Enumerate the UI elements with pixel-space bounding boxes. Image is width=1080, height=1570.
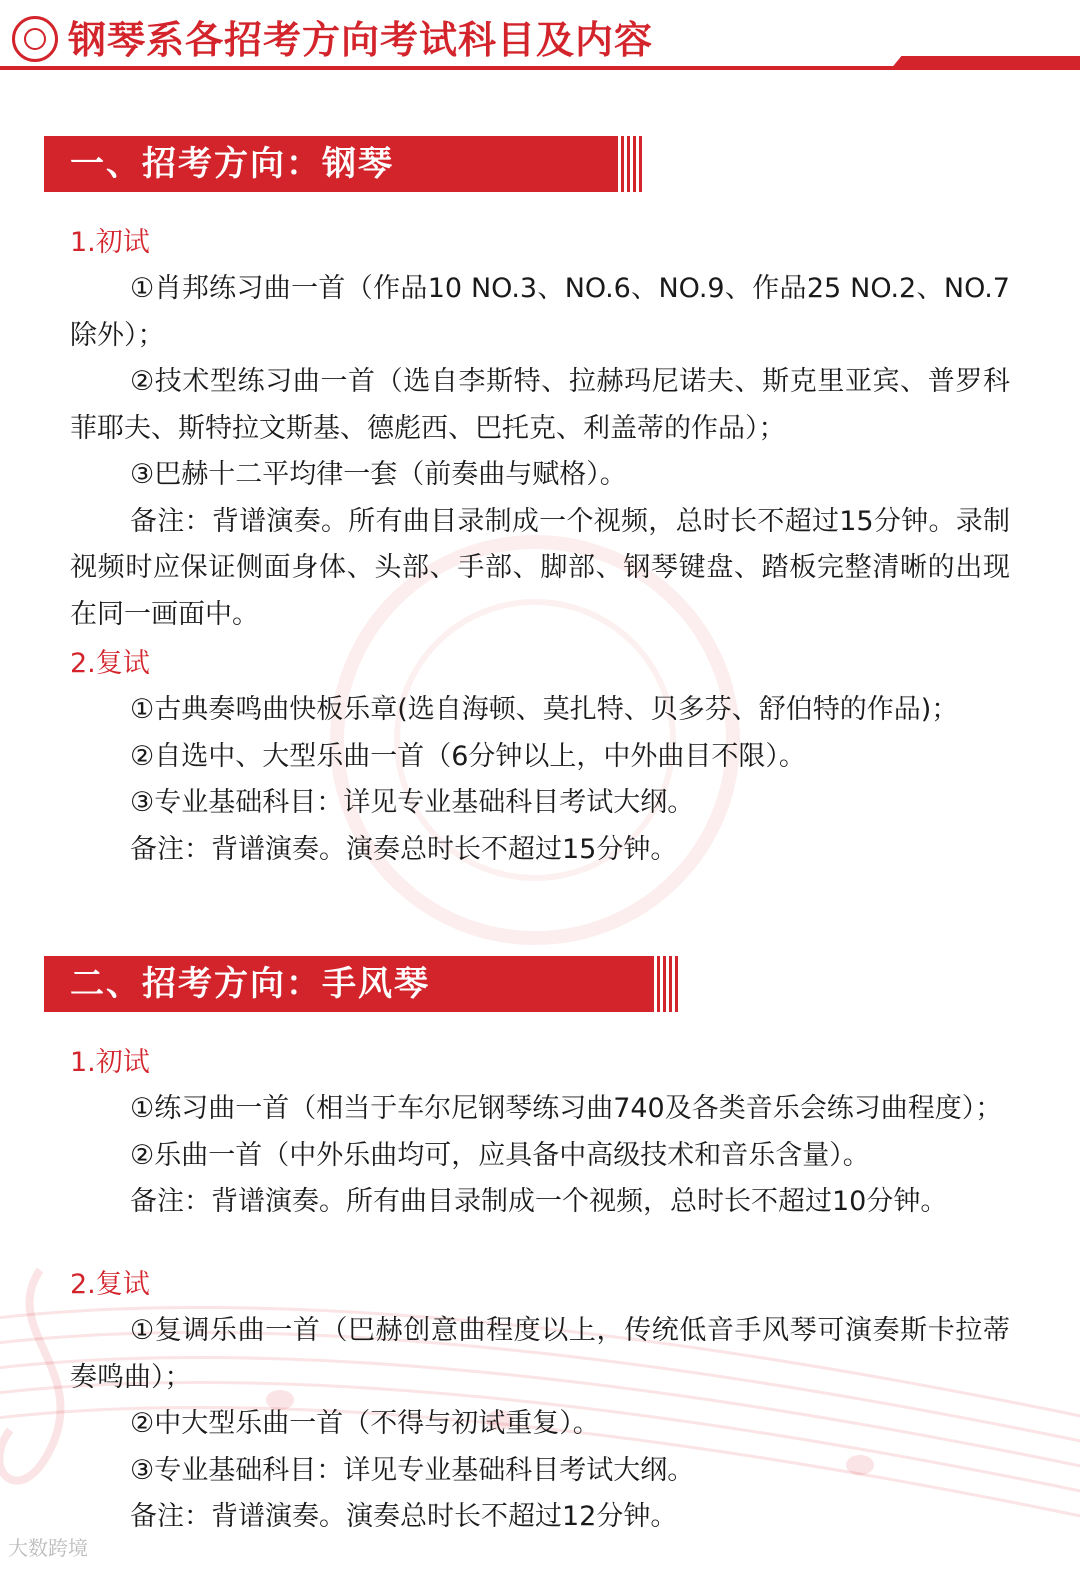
- page-title: 钢琴系各招考方向考试科目及内容: [68, 17, 654, 62]
- note-paragraph: 备注：背谱演奏。所有曲目录制成一个视频，总时长不超过15分钟。录制视频时应保证侧面身体、头部、手部、脚部、钢琴键盘、踏板完整清晰的出现在同一画面中。: [70, 505, 1010, 630]
- banner-stripes-decoration: [654, 956, 678, 1012]
- sub-heading-retest: 2.复试: [70, 648, 150, 679]
- section-banner-piano: [44, 136, 642, 192]
- footer-watermark: 大数跨境: [8, 1536, 88, 1560]
- note-paragraph: 备注：背谱演奏。所有曲目录制成一个视频，总时长不超过10分钟。: [130, 1186, 948, 1217]
- piano-preliminary-block: [70, 220, 1010, 638]
- paragraph: ②乐曲一首（中外乐曲均可，应具备中高级技术和音乐含量）。: [130, 1139, 870, 1171]
- sub-heading-preliminary: 1.初试: [70, 1047, 150, 1078]
- section-banner-text: 一、招考方向：钢琴: [70, 144, 394, 184]
- paragraph: ③专业基础科目：详见专业基础科目考试大纲。: [130, 1454, 695, 1486]
- accordion-preliminary-block: [70, 1040, 1010, 1226]
- sub-heading-retest: 2.复试: [70, 1269, 150, 1300]
- paragraph: ②技术型练习曲一首（选自李斯特、拉赫玛尼诺夫、斯克里亚宾、普罗科菲耶夫、斯特拉文斯基、德彪西、巴托克、利盖蒂的作品）；: [70, 366, 1010, 444]
- sub-heading-preliminary: 1.初试: [70, 227, 150, 258]
- paragraph: ②中大型乐曲一首（不得与初试重复）。: [130, 1408, 600, 1439]
- paragraph: ①复调乐曲一首（巴赫创意曲程度以上，传统低音手风琴可演奏斯卡拉蒂奏鸣曲）；: [70, 1315, 1010, 1393]
- paragraph: ①肖邦练习曲一首（作品10 NO.3、NO.6、NO.9、作品25 NO.2、NO.7除外）；: [70, 273, 1010, 351]
- paragraph: ③巴赫十二平均律一套（前奏曲与赋格）。: [130, 459, 627, 490]
- school-logo-icon: [12, 16, 58, 62]
- banner-stripes-decoration: [618, 136, 642, 192]
- paragraph: ①练习曲一首（相当于车尔尼钢琴练习曲740及各类音乐会练习曲程度）；: [130, 1093, 1003, 1124]
- paragraph: ①古典奏鸣曲快板乐章(选自海顿、莫扎特、贝多芬、舒伯特的作品)；: [130, 694, 959, 725]
- accordion-retest-block: [70, 1262, 1010, 1541]
- paragraph: ②自选中、大型乐曲一首（6分钟以上，中外曲目不限）。: [130, 740, 806, 772]
- note-paragraph: 备注：背谱演奏。演奏总时长不超过12分钟。: [130, 1501, 678, 1532]
- note-paragraph: 备注：背谱演奏。演奏总时长不超过15分钟。: [130, 833, 678, 865]
- paragraph: ③专业基础科目：详见专业基础科目考试大纲。: [130, 787, 695, 818]
- piano-retest-block: [70, 641, 1010, 873]
- header-accent-bar: [890, 56, 1080, 70]
- page-header: [0, 0, 1080, 80]
- section-banner-text: 二、招考方向：手风琴: [70, 964, 430, 1004]
- section-banner-accordion: [44, 956, 678, 1012]
